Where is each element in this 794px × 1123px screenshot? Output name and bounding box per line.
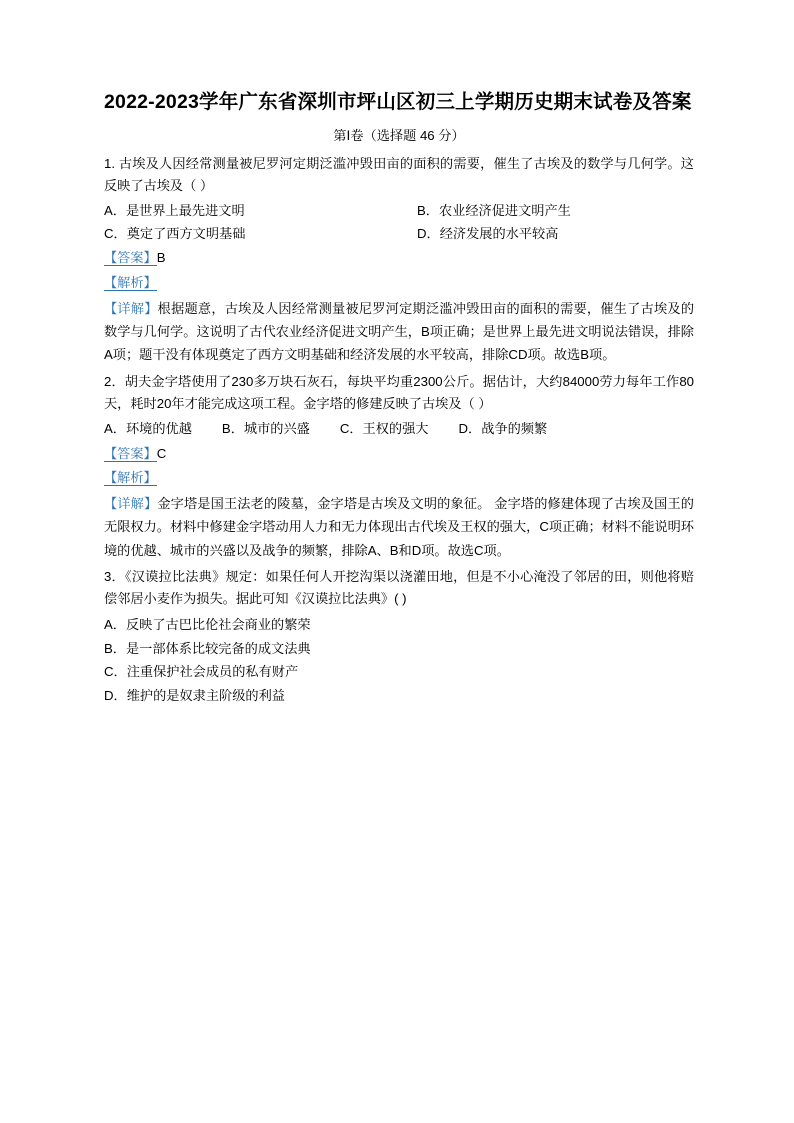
question-options [104,418,694,441]
analysis-line [104,272,694,295]
detail-text: 金字塔是国王法老的陵墓，金字塔是古埃及文明的象征。 金字塔的修建体现了古埃及国王的无限权力。材料中修建金字塔动用人力和无力体现出古代埃及王权的强大，C项正确；材料不能说明环境的优越、城市的兴盛以及战争的频繁，排除A、B和D项。故选C项。 [104,496,694,558]
detail-label: 【详解】 [104,496,158,512]
question-block [104,566,694,707]
section-heading: 第Ⅰ卷（选择题 46 分） [333,128,465,144]
answer-label: 【答案】 [104,250,157,266]
option-a[interactable]: A．反映了古巴比伦社会商业的繁荣 [104,617,311,633]
question-stem: 3．《汉谟拉比法典》规定：如果任何人开挖沟渠以浇灌田地，但是不小心淹没了邻居的田，则他将赔偿邻居小麦作为损失。据此可知《汉谟拉比法典》( ) [104,568,694,607]
question-stem: 1. 古埃及人因经常测量被尼罗河定期泛滥冲毁田亩的面积的需要，催生了古埃及的数学与几何学。这反映了古埃及（ ） [104,155,694,194]
option-d[interactable]: D．经济发展的水平较高 [417,225,559,241]
option-a[interactable]: A．环境的优越 [104,420,192,436]
detail-label: 【详解】 [104,300,158,316]
question-stem: 2．胡夫金字塔使用了230多万块石灰石，每块平均重2300公斤。据估计，大约84000劳力每年工作80天，耗时20年才能完成这项工程。金字塔的修建反映了古埃及（ ） [104,373,694,412]
analysis-label: 【解析】 [104,275,157,291]
detail-text: 根据题意，古埃及人因经常测量被尼罗河定期泛滥冲毁田亩的面积的需要，催生了古埃及的数学与几何学。这说明了古代农业经济促进文明产生，B项正确；是世界上最先进文明说法错误，排除A项；题干没有体现奠定了西方文明基础和经济发展的水平较高，排除CD项。故选B项。 [104,300,695,363]
option-d[interactable]: D．维护的是奴隶主阶级的利益 [104,687,285,703]
question-block [104,371,694,562]
answer-value: B [156,250,166,266]
detail-explanation [104,492,694,562]
question-options [104,613,694,707]
answer-label: 【答案】 [104,445,157,461]
answer-line [104,247,694,270]
option-b[interactable]: B．农业经济促进文明产生 [417,203,571,219]
option-c[interactable]: C．王权的强大 [339,420,429,436]
option-b[interactable]: B．城市的兴盛 [221,420,310,436]
analysis-label: 【解析】 [104,470,157,486]
page-title: 2022-2023学年广东省深圳市坪山区初三上学期历史期末试卷及答案 [104,91,692,113]
answer-line [104,443,694,466]
option-d[interactable]: D．战争的频繁 [458,420,548,436]
analysis-line [104,467,694,490]
question-options [104,200,694,245]
answer-value: C [156,445,167,461]
option-b[interactable]: B．是一部体系比较完备的成文法典 [104,640,311,656]
option-a[interactable]: A．是世界上最先进文明 [104,203,245,219]
detail-explanation [104,297,694,367]
question-block [104,153,694,367]
option-c[interactable]: C．奠定了西方文明基础 [104,225,246,241]
option-c[interactable]: C．注重保护社会成员的私有财产 [104,664,299,680]
